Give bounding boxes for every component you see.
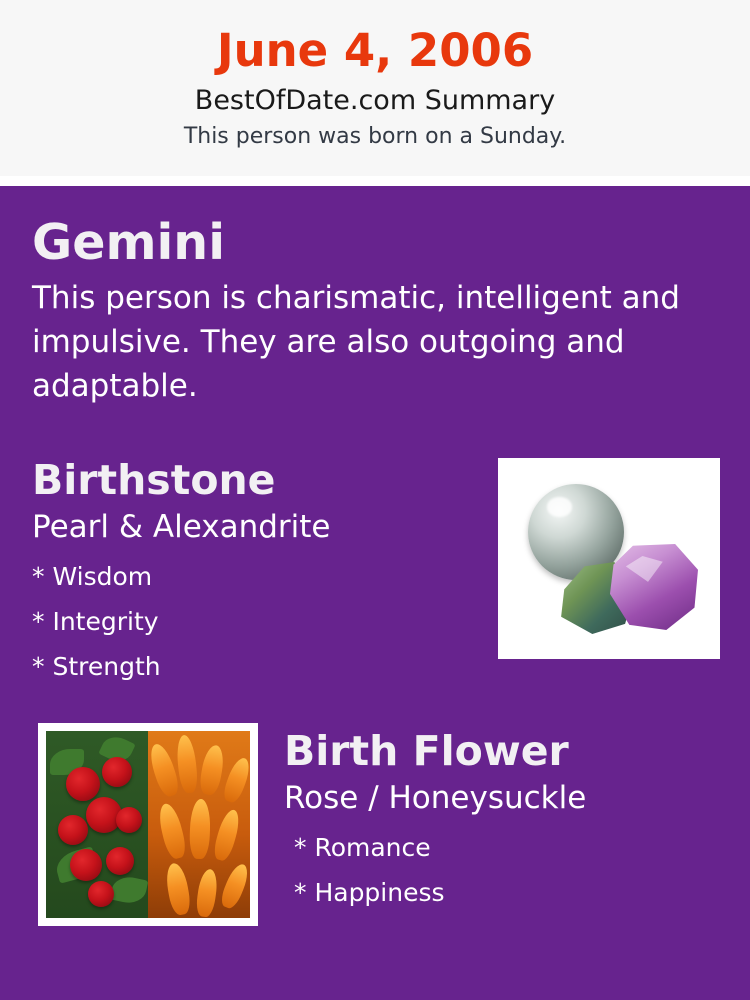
list-item: * Strength (32, 652, 161, 681)
honeysuckle-photo-half (148, 731, 250, 918)
list-item: * Wisdom (32, 562, 153, 591)
birth-flower-text (280, 723, 720, 915)
list-item: * Romance (294, 833, 431, 862)
birthstone-image (498, 458, 720, 659)
birth-flower-section (30, 723, 720, 933)
birthstone-text (30, 454, 480, 689)
list-item: * Happiness (294, 878, 445, 907)
zodiac-description: This person is charismatic, intelligent and impulsive. They are also outgoing and adaptable. (32, 280, 680, 404)
zodiac-sign-title: Gemini (32, 214, 225, 271)
site-summary-label: BestOfDate.com Summary (194, 85, 556, 116)
header (0, 0, 750, 176)
details-panel (0, 186, 750, 1000)
page-title: June 4, 2006 (216, 24, 534, 77)
birth-flower-title: Birth Flower (284, 727, 569, 775)
born-day-text: This person was born on a Sunday. (183, 124, 567, 149)
birthstone-image-inner (506, 466, 712, 651)
birthstone-names: Pearl & Alexandrite (32, 509, 331, 545)
birth-flower-image (38, 723, 258, 926)
header-divider (0, 176, 750, 186)
list-item: * Integrity (32, 607, 159, 636)
birthstone-section (30, 454, 720, 689)
birth-flower-image-inner (46, 731, 250, 918)
birth-flower-names: Rose / Honeysuckle (284, 780, 587, 816)
birth-flower-trait-list (280, 825, 720, 915)
roses-photo-half (46, 731, 148, 918)
birthstone-title: Birthstone (32, 456, 276, 504)
birthstone-trait-list (30, 554, 480, 689)
